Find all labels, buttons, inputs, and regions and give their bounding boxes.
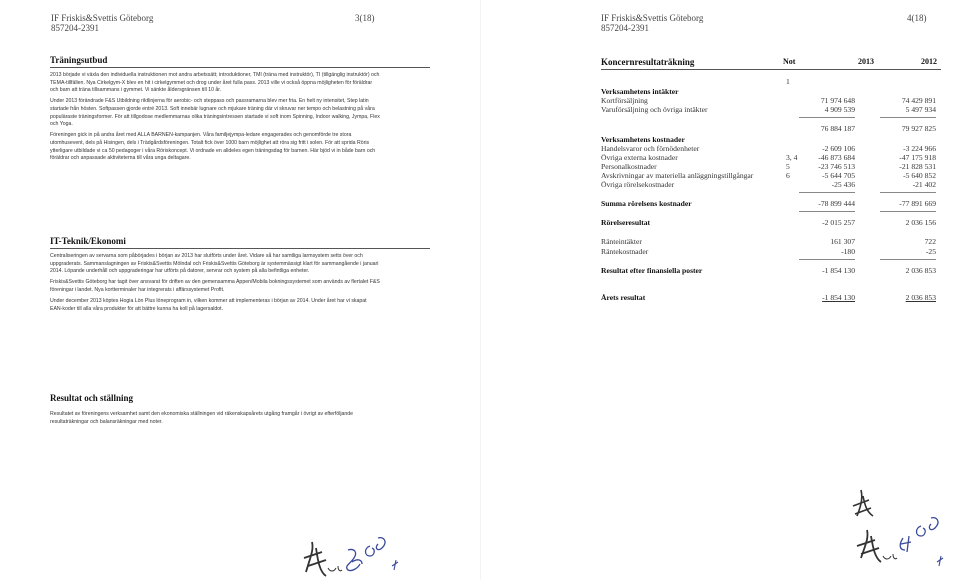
annual-report-page-4 xyxy=(480,0,960,580)
table-title: Koncernresultaträkning xyxy=(601,57,695,67)
value-2013: -1 854 130 xyxy=(822,293,855,302)
section-heading-traningsutbud: Träningsutbud xyxy=(50,55,108,65)
org-number: 857204-2391 xyxy=(601,23,649,33)
paragraph: Resultatet av föreningens verksamhet samt den ekonomiska ställningen vid räkenskapsårets utgång framgår i övrigt av efterföljande resultaträkningar och balansräkningar med noter. xyxy=(50,411,354,425)
value-2013: -180 xyxy=(841,247,855,256)
value-2012: -25 xyxy=(925,247,936,256)
sum-line xyxy=(799,192,855,193)
value-2012: 2 036 156 xyxy=(905,218,936,227)
row-label: Verksamhetens kostnader xyxy=(601,135,685,144)
paragraph: Under 2013 förändrade F&S Utbildning riktlinjerna för aerobic- och steppass och passramarna blev mer fria. En helt ny intensitet, Step latin startade från hösten. Softpassen gjorde entré 2013. Soft innebär lugnare och mjukare träning där vi skruvar ner tempo och belastning på våra populäraste träningsformer. För att tillgodose medlemmarnas olika träningsintressen startade vi soft inom Spinning, Indoor walking, Jympa, Flex och Yoga. xyxy=(50,98,380,128)
column-header-note: Not xyxy=(783,57,796,66)
value-2012: -47 175 918 xyxy=(899,153,936,162)
value-2013: 71 974 648 xyxy=(820,96,855,105)
value-2012: 722 xyxy=(924,237,936,246)
row-label: Avskrivningar av materiella anläggningstillgångar xyxy=(601,171,754,180)
section-rule xyxy=(50,248,430,249)
note-ref: 5 xyxy=(786,162,790,171)
paragraph: Föreningen gick in på andra året med ALLA BARNEN-kampanjen. Våra familjejympa-ledare engagerades och genomförde tre stora utomhusevent, dels på Hisingen, dels i Trädgårdsföreningen. Totalt fick över 1000 barn möjlighet att röra sig fritt i solen. För att sprida Röris ytterligare utbildade vi ca 50 pedagoger i våra Röriskoncept. Vi ordnade en alldeles egen träningsdag för barnen. Här bjöd vi in både barn och föräldrar och anpassade aktiviteterna till våra unga deltagare. xyxy=(50,132,376,162)
page-number: 4(18) xyxy=(907,13,927,23)
row-label: Summa rörelsens kostnader xyxy=(601,199,692,208)
section-body-it-teknik xyxy=(50,253,380,317)
subtotal-2012: 79 927 825 xyxy=(901,124,936,133)
sum-line xyxy=(799,211,855,212)
section-body-resultat xyxy=(50,411,380,430)
section-body-traningsutbud xyxy=(50,72,380,166)
org-header xyxy=(51,13,153,33)
table-header-rule xyxy=(601,69,941,70)
value-2013: 4 909 539 xyxy=(824,105,855,114)
value-2013: -2 609 106 xyxy=(822,144,855,153)
value-2012: -21 828 531 xyxy=(899,162,936,171)
value-2013: -2 015 257 xyxy=(822,218,855,227)
sum-line xyxy=(799,117,855,118)
value-2012: -77 891 669 xyxy=(899,199,936,208)
row-label: Räntekostnader xyxy=(601,247,649,256)
value-2013: -46 873 684 xyxy=(818,153,855,162)
row-label: Rörelseresultat xyxy=(601,218,651,227)
column-header-2012: 2012 xyxy=(921,57,937,66)
note-ref: 6 xyxy=(786,171,790,180)
value-2013: -78 899 444 xyxy=(818,199,855,208)
section-heading-it-teknik: IT-Teknik/Ekonomi xyxy=(50,236,126,246)
row-label: Varuförsäljning och övriga intäkter xyxy=(601,105,708,114)
value-2012: 74 429 891 xyxy=(901,96,936,105)
value-2012: -3 224 966 xyxy=(903,144,936,153)
value-2013: -5 644 705 xyxy=(822,171,855,180)
value-2012: -21 402 xyxy=(912,180,936,189)
value-2013: -25 436 xyxy=(831,180,855,189)
org-name: IF Friskis&Svettis Göteborg xyxy=(51,13,154,23)
section-rule xyxy=(50,67,430,68)
paragraph: Centraliseringen av servarna som påbörjades i början av 2013 har slutförts under året. Vidare så har samtliga larmsystem setts över och uppgraderats. Sammanslagningen av Friskis&Svettis Mölndal och Friskis&Svettis Göteborg är systemmässigt klart för sammangående i januari 2014. Löpande underhåll och uppgraderingar har utförts på datorer, servrar och system på alla befintliga enheter. xyxy=(50,253,379,275)
row-label: Personalkostnader xyxy=(601,162,657,171)
value-2012: 2 036 853 xyxy=(905,293,936,302)
row-label: Verksamhetens intäkter xyxy=(601,87,679,96)
sum-line xyxy=(880,117,936,118)
value-2012: 5 497 934 xyxy=(905,105,936,114)
row-label: Kortförsäljning xyxy=(601,96,648,105)
row-label: Ränteintäkter xyxy=(601,237,642,246)
paragraph: Friskis&Svettis Göteborg har tagit över ansvarat för driften av den gemensamma Appen/Mobila bokningssystemet som används av flertalet F&S föreningar i landet. Nya kortterminaler har integrerats i affärssystemet Profit. xyxy=(50,279,380,293)
handwritten-initials-signature xyxy=(851,488,951,574)
org-number: 857204-2391 xyxy=(51,23,99,33)
paragraph: 2013 började vi växla den individuella instruktionen mot andra arbetssätt; introduktioner, TMI (träna med instruktör), TI (tillgänglig instruktör) och TEMA-tillfällen. Nya Cirkelgym-X blev en hit i cirkelgymmet och drog under året fulla pass. 2013 ville vi också öppna möjligheten för föräldrar och barn att träna tillsammans i gymmet. Vi sänkte åldersgränsen till 10 år. xyxy=(50,72,380,94)
page-number: 3(18) xyxy=(355,13,375,23)
row-label: Resultat efter finansiella poster xyxy=(601,266,703,275)
note-ref: 3, 4 xyxy=(786,153,798,162)
subtotal-2013: 76 884 187 xyxy=(820,124,855,133)
value-2013: -1 854 130 xyxy=(822,266,855,275)
row-label: Övriga externa kostnader xyxy=(601,153,678,162)
row-label: Handelsvaror och förnödenheter xyxy=(601,144,700,153)
handwritten-initials-signature xyxy=(300,528,410,580)
sum-line xyxy=(880,192,936,193)
sum-line xyxy=(880,259,936,260)
note-ref: 1 xyxy=(786,77,790,86)
value-2012: 2 036 853 xyxy=(905,266,936,275)
row-label: Årets resultat xyxy=(601,293,646,302)
value-2013: 161 307 xyxy=(830,237,855,246)
column-header-2013: 2013 xyxy=(858,57,874,66)
value-2013: -23 746 513 xyxy=(818,162,855,171)
sum-line xyxy=(799,259,855,260)
row-label: Övriga rörelsekostnader xyxy=(601,180,675,189)
org-header xyxy=(601,13,703,33)
value-2012: -5 640 852 xyxy=(903,171,936,180)
sum-line xyxy=(880,211,936,212)
section-heading-resultat: Resultat och ställning xyxy=(50,393,134,403)
org-name: IF Friskis&Svettis Göteborg xyxy=(601,13,704,23)
paragraph: Under december 2013 köptes Hogia Lön Plus löneprogram in, vilken kommer att implementeras i början av 2014. Under året har vi skapat EAN-koder till alla våra produkter för att bättre kunna ha koll på lagersaldot. xyxy=(50,298,367,312)
